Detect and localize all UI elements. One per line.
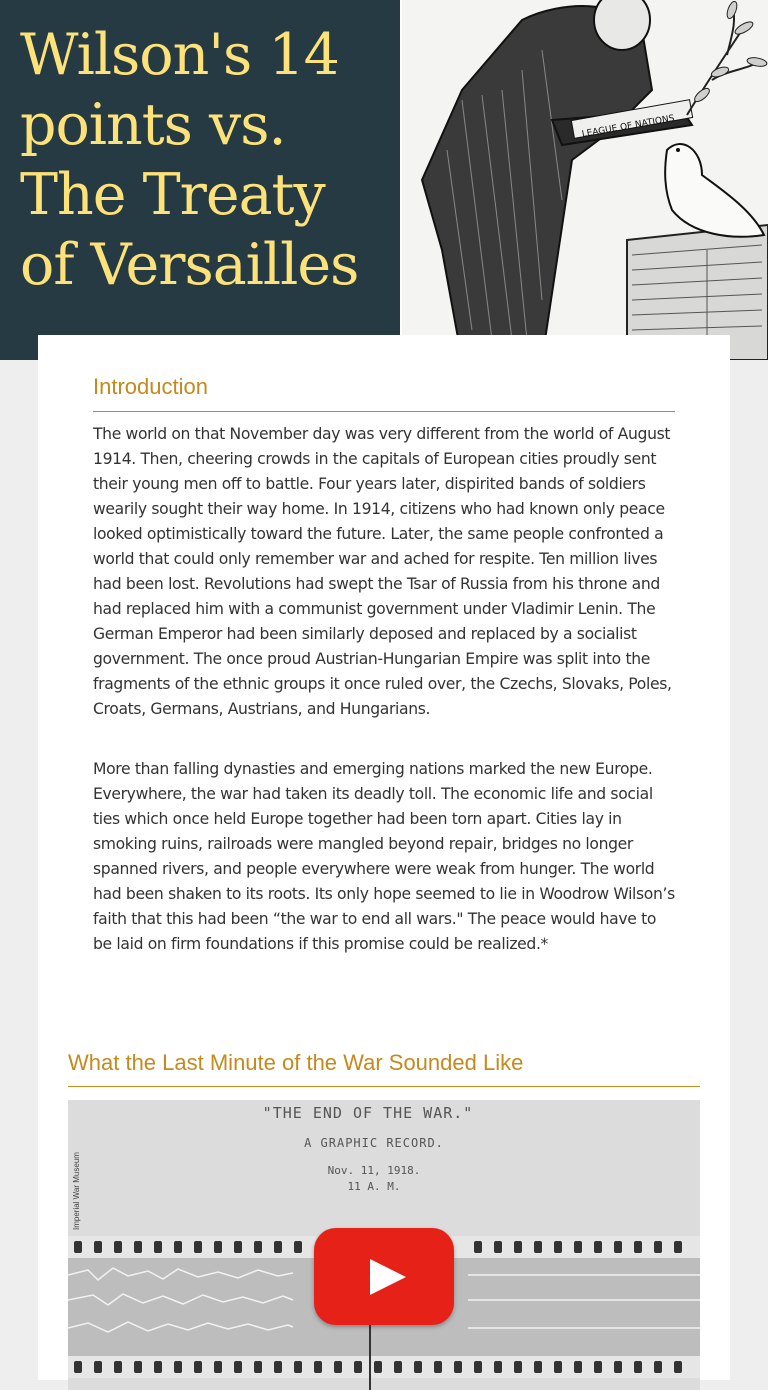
video-play-button[interactable] <box>314 1228 454 1325</box>
record-side-label: Imperial War Museum <box>72 1152 81 1230</box>
video-heading: What the Last Minute of the War Sounded Like <box>68 1047 700 1087</box>
record-subtitle: A GRAPHIC RECORD. <box>304 1136 444 1150</box>
title-panel <box>0 0 400 360</box>
intro-heading: Introduction <box>93 371 675 412</box>
play-icon <box>370 1259 406 1295</box>
intro-paragraph-1: The world on that November day was very different from the world of August 1914. Then, cheering crowds in the capitals of European cities proudly sent their young men off to battle. Four years later, dispirited bands of soldiers wearily sought their way home. In 1914, citizens who had known only peace looked optimistically toward the future. Later, the same people confronted a world that could only remember war and ached for respite. Ten million lives had been lost. Revolutions had swept the Tsar of Russia from his throne and had replaced him with a communist government under Vladimir Lenin. The German Emperor had been similarly deposed and replaced by a socialist government. The once proud Austrian-Hungarian Empire was split into the fragments of the ethnic groups it once ruled over, the Czechs, Slovaks, Poles, Croats, Germans, Austrians, and Hungarians. <box>93 425 672 718</box>
cartoon-label: LEAGUE OF NATIONS <box>581 113 676 140</box>
page-title: Wilson's 14 points vs. The Treaty of Versailles <box>20 22 359 298</box>
content-card <box>38 335 730 1380</box>
intro-paragraph-2: More than falling dynasties and emerging nations marked the new Europe. Everywhere, the war had taken its deadly toll. The economic life and social ties which once held Europe together had been torn apart. Cities lay in smoking ruins, railroads were mangled beyond repair, bridges no longer spanned rivers, and people everywhere were weak from hunger. The world had been shaken to its roots. Its only hope seemed to lie in Woodrow Wilson’s faith that this had been “the war to end all wars." The peace would have to be laid on firm foundations if this promise could be realized.* <box>93 760 675 953</box>
record-date: Nov. 11, 1918. <box>327 1164 421 1177</box>
hero-banner <box>0 0 768 360</box>
cartoon-drawing <box>402 0 768 360</box>
record-time: 11 A. M. <box>347 1180 401 1193</box>
cartoon-image <box>402 0 768 360</box>
video-embed[interactable] <box>68 1100 700 1390</box>
record-title: "THE END OF THE WAR." <box>262 1104 474 1122</box>
